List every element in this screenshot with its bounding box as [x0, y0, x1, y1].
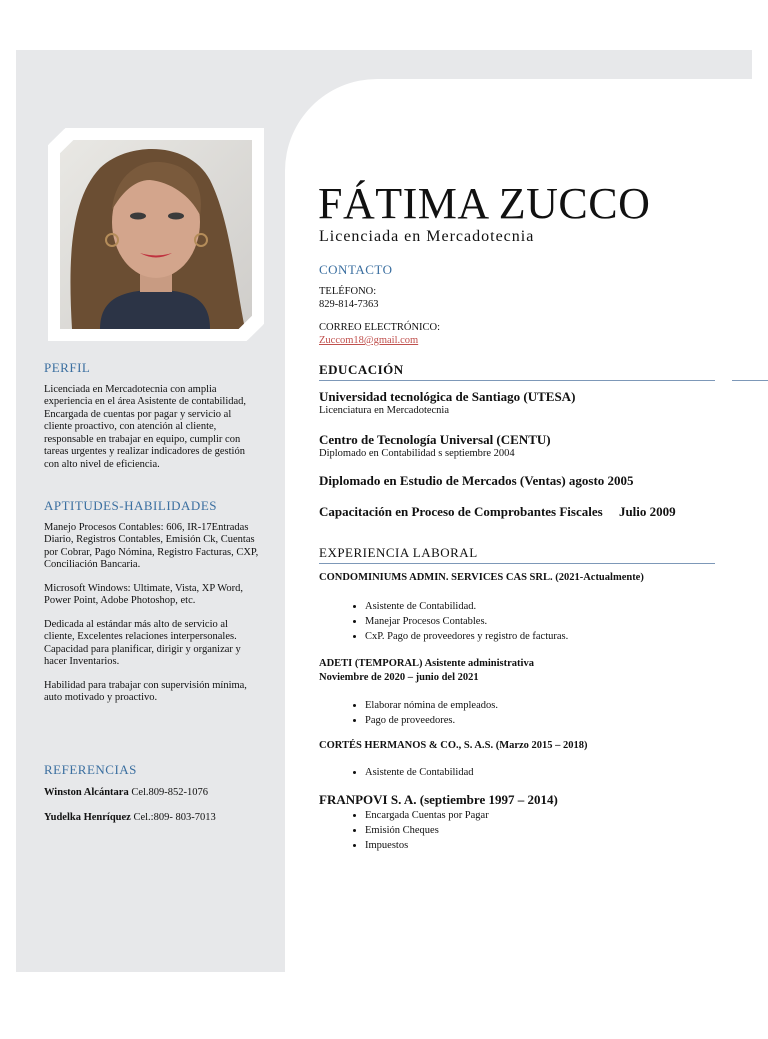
job-3-title: CORTÉS HERMANOS & CO., S. A.S. (Marzo 2015 – 2018) — [319, 740, 588, 751]
skills-text-1: Manejo Procesos Contables: 606, IR-17Entradas Diario, Registros Contables, Emisión Ck, Cuentas por Cobrar, Pago Nómina, Registro Facturas, CXP, Conciliación Bancaria. — [44, 521, 259, 570]
duty-item: • Emisión Cheques — [365, 823, 649, 838]
references-section — [44, 764, 260, 825]
reference-1 — [44, 787, 260, 800]
reference-2 — [44, 812, 260, 825]
job-2-dates: Noviembre de 2020 – junio del 2021 — [319, 672, 479, 683]
profile-text: Licenciada en Mercadotecnia con amplia experiencia en el área Asistente de contabilidad, Encargada de cuentas por pagar y servicio al cliente proactivo, con atención al cliente, responsable en trabajar en equipo, cumplir con tareas urgentes y realizar indicadores de gestión con alto nivel de eficiencia. — [44, 383, 247, 470]
job-4-title: FRANPOVI S. A. (septiembre 1997 – 2014) — [319, 792, 558, 807]
duty-item: • Manejar Procesos Contables. — [365, 614, 649, 629]
references-heading: REFERENCIAS — [44, 762, 137, 777]
skills-text-2: Microsoft Windows: Ultimate, Vista, XP Word, Power Point, Adobe Photoshop, etc. — [44, 582, 243, 606]
experience-divider — [319, 563, 715, 564]
duty-item: • Elaborar nómina de empleados. — [365, 698, 649, 713]
duty-item: • Asistente de Contabilidad — [365, 765, 649, 780]
reference-1-phone: Cel.809-852-1076 — [128, 786, 209, 798]
contact-block — [319, 285, 440, 347]
skills-text-4: Habilidad para trabajar con supervisión mínima, auto motivado y proactivo. — [44, 679, 247, 703]
email-label: CORREO ELECTRÓNICO: — [319, 322, 441, 333]
job-4-duties — [319, 808, 649, 853]
job-2-title: ADETI (TEMPORAL) Asistente administrativa — [319, 658, 534, 669]
education-1-detail: Licenciatura en Mercadotecnia — [319, 405, 450, 416]
portrait-image — [60, 140, 252, 329]
duty-item: • Encargada Cuentas por Pagar — [365, 808, 649, 823]
job-2-duties — [319, 698, 649, 728]
education-2-detail: Diplomado en Contabilidad s septiembre 2004 — [319, 448, 515, 459]
contact-heading: CONTACTO — [319, 262, 393, 277]
phone-label: TELÉFONO: — [319, 286, 377, 297]
job-1-title: CONDOMINIUMS ADMIN. SERVICES CAS SRL. (2021-Actualmente) — [319, 572, 644, 583]
skills-section — [44, 500, 260, 705]
skills-heading: APTITUDES-HABILIDADES — [44, 498, 217, 513]
education-heading: EDUCACIÓN — [319, 362, 404, 377]
reference-2-name: Yudelka Henríquez — [44, 812, 131, 823]
duty-item: • CxP. Pago de proveedores y registro de facturas. — [365, 629, 649, 644]
education-1-name: Universidad tecnológica de Santiago (UTESA) — [319, 389, 576, 404]
candidate-name: FÁTIMA ZUCCO — [318, 179, 651, 228]
job-3-duties — [319, 765, 649, 780]
profile-photo — [60, 140, 252, 329]
duty-item: • Impuestos — [365, 838, 649, 853]
education-divider — [319, 380, 715, 381]
education-4: Capacitación en Proceso de Comprobantes Fiscales Julio 2009 — [319, 504, 676, 519]
email-link[interactable]: Zuccom18@gmail.com — [319, 335, 419, 346]
profile-heading: PERFIL — [44, 360, 91, 375]
education-list — [319, 389, 729, 520]
experience-list — [319, 571, 649, 853]
profile-section — [44, 362, 260, 471]
duty-item: • Pago de proveedores. — [365, 713, 649, 728]
job-1-duties — [319, 599, 649, 644]
profile-photo-frame — [48, 128, 264, 341]
skills-text-3: Dedicada al estándar más alto de servicio al cliente, Excelentes relaciones interpersonales. Capacidad para planificar, dirigir y organizar y hacer Inventarios. — [44, 618, 241, 667]
reference-1-name: Winston Alcántara — [44, 786, 129, 798]
education-2-name: Centro de Tecnología Universal (CENTU) — [319, 432, 551, 447]
experience-heading: EXPERIENCIA LABORAL — [319, 545, 478, 560]
education-3: Diplomado en Estudio de Mercados (Ventas) agosto 2005 — [319, 473, 634, 488]
education-divider-extension — [732, 380, 768, 381]
duty-item: • Asistente de Contabilidad. — [365, 599, 649, 614]
phone-value: 829-814-7363 — [319, 299, 379, 310]
candidate-title: Licenciada en Mercadotecnia — [319, 228, 535, 245]
reference-2-phone: Cel.:809- 803-7013 — [130, 812, 216, 823]
